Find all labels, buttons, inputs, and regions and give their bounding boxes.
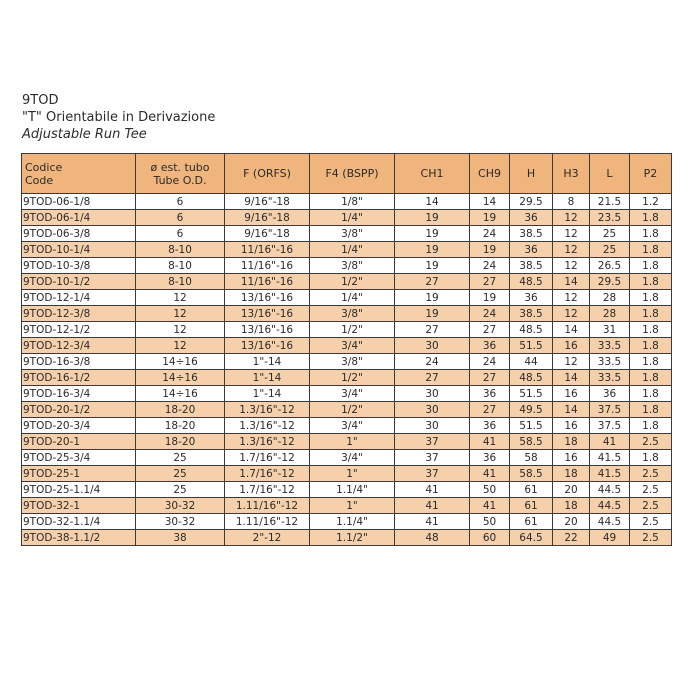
- table-cell: 29.5: [590, 274, 630, 290]
- table-cell: 30-32: [136, 514, 225, 530]
- table-cell: 61: [510, 482, 553, 498]
- table-cell: 41: [590, 434, 630, 450]
- table-cell: 1.8: [630, 418, 672, 434]
- table-cell: 30: [395, 418, 470, 434]
- table-cell: 2"-12: [225, 530, 310, 546]
- table-cell: 3/8": [310, 226, 395, 242]
- table-cell: 1.8: [630, 402, 672, 418]
- table-cell: 61: [510, 498, 553, 514]
- table-cell: 41: [470, 434, 510, 450]
- table-cell: 28: [590, 290, 630, 306]
- column-header-tube-od: ø est. tubo Tube O.D.: [136, 154, 225, 194]
- table-cell: 24: [470, 258, 510, 274]
- table-cell: 9/16"-18: [225, 226, 310, 242]
- table-cell: 38.5: [510, 226, 553, 242]
- column-header-f-orfs: F (ORFS): [225, 154, 310, 194]
- table-cell: 14: [553, 274, 590, 290]
- table-cell: 1.8: [630, 370, 672, 386]
- table-cell: 1.8: [630, 210, 672, 226]
- table-cell: 12: [553, 226, 590, 242]
- table-cell: 1.8: [630, 450, 672, 466]
- table-cell: 41: [395, 498, 470, 514]
- table-cell: 36: [510, 210, 553, 226]
- table-cell: 36: [470, 386, 510, 402]
- column-header-p2: P2: [630, 154, 672, 194]
- table-cell: 13/16"-16: [225, 338, 310, 354]
- table-row: [22, 498, 672, 514]
- table-cell: 1.11/16"-12: [225, 514, 310, 530]
- table-cell: 13/16"-16: [225, 290, 310, 306]
- cell-code: 9TOD-06-3/8: [22, 226, 136, 242]
- table-cell: 36: [590, 386, 630, 402]
- table-cell: 36: [510, 242, 553, 258]
- table-cell: 14÷16: [136, 354, 225, 370]
- table-cell: 14: [395, 194, 470, 210]
- table-cell: 48.5: [510, 322, 553, 338]
- table-row: [22, 386, 672, 402]
- cell-code: 9TOD-32-1: [22, 498, 136, 514]
- table-cell: 19: [395, 306, 470, 322]
- table-cell: 1": [310, 466, 395, 482]
- table-cell: 14÷16: [136, 386, 225, 402]
- cell-code: 9TOD-25-1.1/4: [22, 482, 136, 498]
- dimension-table: [21, 153, 672, 546]
- table-row: [22, 354, 672, 370]
- column-header-h: H: [510, 154, 553, 194]
- table-cell: 25: [590, 242, 630, 258]
- cell-code: 9TOD-12-3/8: [22, 306, 136, 322]
- table-cell: 50: [470, 514, 510, 530]
- table-cell: 19: [470, 290, 510, 306]
- cell-code: 9TOD-16-1/2: [22, 370, 136, 386]
- table-cell: 22: [553, 530, 590, 546]
- table-cell: 1.1/2": [310, 530, 395, 546]
- table-cell: 25: [136, 450, 225, 466]
- table-cell: 9/16"-18: [225, 210, 310, 226]
- table-cell: 44.5: [590, 498, 630, 514]
- table-row: [22, 482, 672, 498]
- cell-code: 9TOD-38-1.1/2: [22, 530, 136, 546]
- table-cell: 1.8: [630, 386, 672, 402]
- table-cell: 58.5: [510, 466, 553, 482]
- table-cell: 14÷16: [136, 370, 225, 386]
- table-cell: 6: [136, 210, 225, 226]
- table-cell: 20: [553, 514, 590, 530]
- cell-code: 9TOD-10-3/8: [22, 258, 136, 274]
- table-row: [22, 466, 672, 482]
- table-row: [22, 514, 672, 530]
- table-cell: 16: [553, 338, 590, 354]
- table-cell: 12: [136, 306, 225, 322]
- table-cell: 37.5: [590, 402, 630, 418]
- table-cell: 11/16"-16: [225, 274, 310, 290]
- table-cell: 58.5: [510, 434, 553, 450]
- table-cell: 30: [395, 402, 470, 418]
- table-cell: 38.5: [510, 306, 553, 322]
- table-row: [22, 322, 672, 338]
- table-cell: 1.11/16"-12: [225, 498, 310, 514]
- table-cell: 27: [395, 370, 470, 386]
- cell-code: 9TOD-16-3/8: [22, 354, 136, 370]
- cell-code: 9TOD-10-1/4: [22, 242, 136, 258]
- table-cell: 30: [395, 338, 470, 354]
- table-cell: 19: [395, 258, 470, 274]
- table-row: [22, 338, 672, 354]
- table-cell: 37.5: [590, 418, 630, 434]
- table-cell: 11/16"-16: [225, 242, 310, 258]
- table-cell: 21.5: [590, 194, 630, 210]
- table-cell: 8: [553, 194, 590, 210]
- table-cell: 13/16"-16: [225, 322, 310, 338]
- table-cell: 6: [136, 194, 225, 210]
- table-cell: 25: [590, 226, 630, 242]
- table-row: [22, 450, 672, 466]
- table-cell: 41: [470, 498, 510, 514]
- table-cell: 1.3/16"-12: [225, 402, 310, 418]
- cell-code: 9TOD-20-1: [22, 434, 136, 450]
- table-row: [22, 258, 672, 274]
- table-cell: 1.8: [630, 306, 672, 322]
- table-row: [22, 242, 672, 258]
- table-cell: 8-10: [136, 274, 225, 290]
- cell-code: 9TOD-25-1: [22, 466, 136, 482]
- table-cell: 1/8": [310, 194, 395, 210]
- table-cell: 2.5: [630, 498, 672, 514]
- table-cell: 13/16"-16: [225, 306, 310, 322]
- table-cell: 30: [395, 386, 470, 402]
- table-cell: 1.3/16"-12: [225, 434, 310, 450]
- column-header-h3: H3: [553, 154, 590, 194]
- table-cell: 1/4": [310, 242, 395, 258]
- table-cell: 30-32: [136, 498, 225, 514]
- table-cell: 41: [395, 482, 470, 498]
- english-title: Adjustable Run Tee: [22, 127, 147, 142]
- table-row: [22, 418, 672, 434]
- cell-code: 9TOD-32-1.1/4: [22, 514, 136, 530]
- table-cell: 51.5: [510, 386, 553, 402]
- table-cell: 41.5: [590, 450, 630, 466]
- table-cell: 2.5: [630, 530, 672, 546]
- table-cell: 1": [310, 434, 395, 450]
- table-cell: 1.7/16"-12: [225, 450, 310, 466]
- table-cell: 48: [395, 530, 470, 546]
- product-code-title: 9TOD: [22, 93, 59, 108]
- table-cell: 14: [553, 402, 590, 418]
- table-cell: 12: [553, 258, 590, 274]
- table-cell: 33.5: [590, 354, 630, 370]
- table-cell: 3/8": [310, 306, 395, 322]
- table-row: [22, 402, 672, 418]
- table-cell: 37: [395, 466, 470, 482]
- table-cell: 25: [136, 466, 225, 482]
- table-row: [22, 274, 672, 290]
- column-header-ch9: CH9: [470, 154, 510, 194]
- table-cell: 12: [553, 354, 590, 370]
- table-cell: 2.5: [630, 514, 672, 530]
- table-cell: 37: [395, 434, 470, 450]
- table-cell: 18-20: [136, 402, 225, 418]
- table-cell: 25: [136, 482, 225, 498]
- table-cell: 1/2": [310, 370, 395, 386]
- table-cell: 19: [470, 210, 510, 226]
- table-header-row: [22, 154, 672, 194]
- table-cell: 24: [470, 226, 510, 242]
- cell-code: 9TOD-12-3/4: [22, 338, 136, 354]
- cell-code: 9TOD-06-1/8: [22, 194, 136, 210]
- table-cell: 14: [553, 322, 590, 338]
- table-cell: 12: [553, 306, 590, 322]
- table-cell: 18: [553, 466, 590, 482]
- cell-code: 9TOD-12-1/2: [22, 322, 136, 338]
- table-row: [22, 194, 672, 210]
- table-cell: 33.5: [590, 370, 630, 386]
- column-header-f4-bspp: F4 (BSPP): [310, 154, 395, 194]
- table-cell: 26.5: [590, 258, 630, 274]
- table-cell: 58: [510, 450, 553, 466]
- table-cell: 1.8: [630, 290, 672, 306]
- table-cell: 1/2": [310, 322, 395, 338]
- table-cell: 2.5: [630, 466, 672, 482]
- table-cell: 1.1/4": [310, 514, 395, 530]
- table-cell: 1/4": [310, 290, 395, 306]
- table-cell: 44: [510, 354, 553, 370]
- table-cell: 24: [470, 354, 510, 370]
- cell-code: 9TOD-12-1/4: [22, 290, 136, 306]
- table-cell: 1.8: [630, 226, 672, 242]
- table-cell: 60: [470, 530, 510, 546]
- table-cell: 3/8": [310, 258, 395, 274]
- table-cell: 38: [136, 530, 225, 546]
- table-cell: 36: [470, 450, 510, 466]
- table-cell: 1.2: [630, 194, 672, 210]
- cell-code: 9TOD-20-3/4: [22, 418, 136, 434]
- table-cell: 44.5: [590, 482, 630, 498]
- table-cell: 11/16"-16: [225, 258, 310, 274]
- table-cell: 1/2": [310, 274, 395, 290]
- table-cell: 36: [510, 290, 553, 306]
- table-cell: 1"-14: [225, 370, 310, 386]
- cell-code: 9TOD-16-3/4: [22, 386, 136, 402]
- table-cell: 41.5: [590, 466, 630, 482]
- table-cell: 29.5: [510, 194, 553, 210]
- table-row: [22, 306, 672, 322]
- table-cell: 44.5: [590, 514, 630, 530]
- table-cell: 1.1/4": [310, 482, 395, 498]
- table-cell: 14: [553, 370, 590, 386]
- table-cell: 1.7/16"-12: [225, 466, 310, 482]
- table-cell: 41: [395, 514, 470, 530]
- cell-code: 9TOD-06-1/4: [22, 210, 136, 226]
- table-cell: 2.5: [630, 482, 672, 498]
- column-header-code: Codice Code: [22, 154, 136, 194]
- table-cell: 50: [470, 482, 510, 498]
- table-cell: 19: [395, 226, 470, 242]
- table-cell: 51.5: [510, 338, 553, 354]
- table-cell: 19: [470, 242, 510, 258]
- table-cell: 3/4": [310, 450, 395, 466]
- table-cell: 18-20: [136, 434, 225, 450]
- table-cell: 16: [553, 418, 590, 434]
- table-row: [22, 370, 672, 386]
- table-cell: 8-10: [136, 258, 225, 274]
- table-cell: 1": [310, 498, 395, 514]
- table-cell: 19: [395, 290, 470, 306]
- table-cell: 16: [553, 450, 590, 466]
- table-cell: 19: [395, 242, 470, 258]
- table-row: [22, 434, 672, 450]
- table-cell: 3/4": [310, 386, 395, 402]
- table-cell: 8-10: [136, 242, 225, 258]
- table-cell: 1.8: [630, 258, 672, 274]
- table-cell: 1.8: [630, 274, 672, 290]
- table-row: [22, 530, 672, 546]
- table-cell: 28: [590, 306, 630, 322]
- table-cell: 1/2": [310, 402, 395, 418]
- table-cell: 48.5: [510, 274, 553, 290]
- column-header-ch1: CH1: [395, 154, 470, 194]
- table-cell: 24: [395, 354, 470, 370]
- column-header-l: L: [590, 154, 630, 194]
- table-cell: 61: [510, 514, 553, 530]
- table-cell: 31: [590, 322, 630, 338]
- table-cell: 27: [470, 370, 510, 386]
- table-cell: 2.5: [630, 434, 672, 450]
- table-cell: 18: [553, 434, 590, 450]
- table-cell: 9/16"-18: [225, 194, 310, 210]
- table-cell: 27: [470, 322, 510, 338]
- cell-code: 9TOD-25-3/4: [22, 450, 136, 466]
- table-cell: 14: [470, 194, 510, 210]
- table-cell: 36: [470, 338, 510, 354]
- table-cell: 12: [553, 290, 590, 306]
- table-cell: 12: [136, 290, 225, 306]
- table-cell: 3/4": [310, 338, 395, 354]
- table-cell: 1.8: [630, 338, 672, 354]
- table-cell: 12: [136, 322, 225, 338]
- title-block: [22, 92, 215, 143]
- table-cell: 51.5: [510, 418, 553, 434]
- table-cell: 6: [136, 226, 225, 242]
- cell-code: 9TOD-20-1/2: [22, 402, 136, 418]
- table-cell: 27: [470, 274, 510, 290]
- table-cell: 49.5: [510, 402, 553, 418]
- table-cell: 41: [470, 466, 510, 482]
- table-cell: 27: [470, 402, 510, 418]
- table-cell: 37: [395, 450, 470, 466]
- table-cell: 18-20: [136, 418, 225, 434]
- table-cell: 27: [395, 322, 470, 338]
- table-cell: 49: [590, 530, 630, 546]
- table-cell: 64.5: [510, 530, 553, 546]
- table-row: [22, 226, 672, 242]
- table-cell: 33.5: [590, 338, 630, 354]
- italian-title: "T" Orientabile in Derivazione: [22, 110, 216, 125]
- table-cell: 38.5: [510, 258, 553, 274]
- table-cell: 1"-14: [225, 386, 310, 402]
- table-cell: 27: [395, 274, 470, 290]
- table-cell: 3/8": [310, 354, 395, 370]
- table-cell: 12: [136, 338, 225, 354]
- table-cell: 1.3/16"-12: [225, 418, 310, 434]
- table-cell: 1.8: [630, 322, 672, 338]
- table-cell: 23.5: [590, 210, 630, 226]
- table-cell: 48.5: [510, 370, 553, 386]
- table-cell: 18: [553, 498, 590, 514]
- table-cell: 16: [553, 386, 590, 402]
- table-body: [22, 194, 672, 546]
- cell-code: 9TOD-10-1/2: [22, 274, 136, 290]
- table-cell: 20: [553, 482, 590, 498]
- table-cell: 1/4": [310, 210, 395, 226]
- table-cell: 12: [553, 242, 590, 258]
- table-cell: 19: [395, 210, 470, 226]
- table-cell: 1"-14: [225, 354, 310, 370]
- table-cell: 1.8: [630, 242, 672, 258]
- table-cell: 1.7/16"-12: [225, 482, 310, 498]
- table-cell: 24: [470, 306, 510, 322]
- table-cell: 36: [470, 418, 510, 434]
- table-cell: 1.8: [630, 354, 672, 370]
- table-row: [22, 290, 672, 306]
- table-cell: 3/4": [310, 418, 395, 434]
- table-cell: 12: [553, 210, 590, 226]
- table-row: [22, 210, 672, 226]
